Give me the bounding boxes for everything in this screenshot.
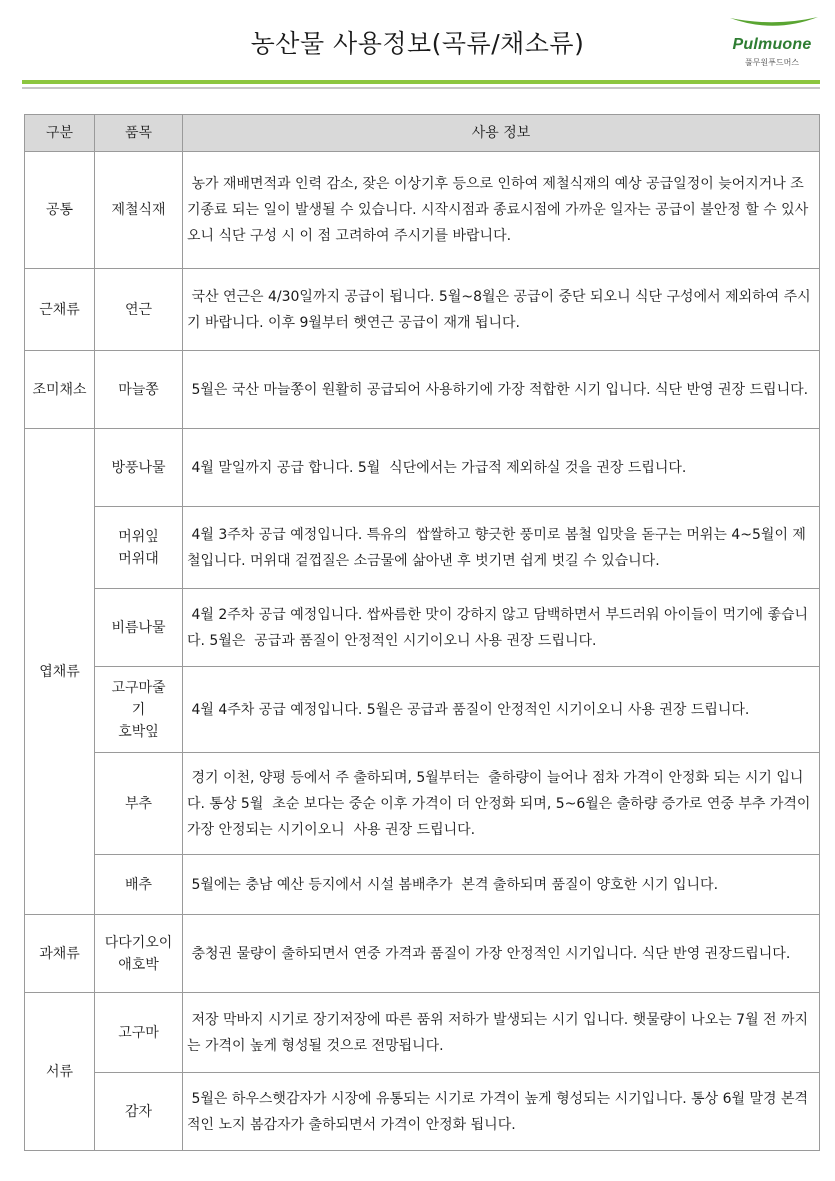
table-row xyxy=(25,993,820,1073)
usage-info-cell: 경기 이천, 양평 등에서 주 출하되며, 5월부터는 출하량이 늘어나 점차 가격이 안정화 되는 시기 입니다. 통상 5월 초순 보다는 중순 이후 가격이 더 안정화 되며, 5~6월은 출하량 증가로 연중 부추 가격이 가장 안정되는 시기이오니 사용 권장 드립니다. xyxy=(183,753,820,855)
item-cell: 부추 xyxy=(95,753,183,855)
category-cell: 근채류 xyxy=(25,269,95,351)
column-header-category: 구분 xyxy=(25,115,95,152)
usage-info-cell: 5월은 국산 마늘쫑이 원활히 공급되어 사용하기에 가장 적합한 시기 입니다. 식단 반영 권장 드립니다. xyxy=(183,351,820,429)
item-cell: 고구마줄 기 호박잎 xyxy=(95,667,183,753)
item-cell: 머위잎 머위대 xyxy=(95,507,183,589)
usage-info-cell: 4월 3주차 공급 예정입니다. 특유의 쌉쌀하고 향긋한 풍미로 봄철 입맛을 돋구는 머위는 4~5월이 제철입니다. 머위대 겉껍질은 소금물에 삶아낸 후 벗기면 쉽게 벗길 수 있습니다. xyxy=(183,507,820,589)
table-row xyxy=(25,351,820,429)
header-divider-line xyxy=(22,87,820,89)
item-cell: 배추 xyxy=(95,855,183,915)
table-header-row xyxy=(25,115,820,152)
category-cell: 공통 xyxy=(25,152,95,269)
usage-info-cell: 농가 재배면적과 인력 감소, 잦은 이상기후 등으로 인하여 제철식재의 예상 공급일정이 늦어지거나 조기종료 되는 일이 발생될 수 있습니다. 시작시점과 종료시점에 가까운 일자는 공급이 불안정 할 수 있사오니 식단 구성 시 이 점 고려하여 주시기를 바랍니다. xyxy=(183,152,820,269)
item-cell: 다다기오이 애호박 xyxy=(95,915,183,993)
item-cell: 마늘쫑 xyxy=(95,351,183,429)
item-cell: 제철식재 xyxy=(95,152,183,269)
table-row xyxy=(25,269,820,351)
table-row xyxy=(25,589,820,667)
usage-info-cell: 5월은 하우스햇감자가 시장에 유통되는 시기로 가격이 높게 형성되는 시기입니다. 통상 6월 말경 본격적인 노지 봄감자가 출하되면서 가격이 안정화 됩니다. xyxy=(183,1073,820,1151)
category-cell: 과채류 xyxy=(25,915,95,993)
table-row xyxy=(25,152,820,269)
column-header-usage-info: 사용 정보 xyxy=(183,115,820,152)
page-title: 농산물 사용정보(곡류/채소류) xyxy=(250,29,585,58)
category-cell: 서류 xyxy=(25,993,95,1151)
item-cell: 연근 xyxy=(95,269,183,351)
usage-info-cell: 4월 4주차 공급 예정입니다. 5월은 공급과 품질이 안정적인 시기이오니 사용 권장 드립니다. xyxy=(183,667,820,753)
brand-subtitle: 풀무원푸드머스 xyxy=(744,58,800,67)
table-row xyxy=(25,507,820,589)
pulmuone-logo xyxy=(722,14,820,70)
item-cell: 감자 xyxy=(95,1073,183,1151)
produce-info-table xyxy=(24,114,820,1151)
usage-info-cell: 5월에는 충남 예산 등지에서 시설 봄배추가 본격 출하되며 품질이 양호한 시기 입니다. xyxy=(183,855,820,915)
usage-info-cell: 저장 막바지 시기로 장기저장에 따른 품위 저하가 발생되는 시기 입니다. 햇물량이 나오는 7월 전 까지는 가격이 높게 형성될 것으로 전망됩니다. xyxy=(183,993,820,1073)
table-row xyxy=(25,429,820,507)
category-cell: 조미채소 xyxy=(25,351,95,429)
item-cell: 방풍나물 xyxy=(95,429,183,507)
table-row xyxy=(25,753,820,855)
item-cell: 비름나물 xyxy=(95,589,183,667)
header-accent-line xyxy=(22,80,820,84)
leaf-swoosh-icon xyxy=(728,14,820,32)
table-row xyxy=(25,1073,820,1151)
brand-name: Pulmuone xyxy=(732,36,812,53)
table-row xyxy=(25,855,820,915)
item-cell: 고구마 xyxy=(95,993,183,1073)
column-header-item: 품목 xyxy=(95,115,183,152)
usage-info-cell: 4월 말일까지 공급 합니다. 5월 식단에서는 가급적 제외하실 것을 권장 드립니다. xyxy=(183,429,820,507)
usage-info-cell: 충청권 물량이 출하되면서 연중 가격과 품질이 가장 안정적인 시기입니다. 식단 반영 권장드립니다. xyxy=(183,915,820,993)
table-row xyxy=(25,915,820,993)
usage-info-cell: 4월 2주차 공급 예정입니다. 쌉싸름한 맛이 강하지 않고 담백하면서 부드러워 아이들이 먹기에 좋습니다. 5월은 공급과 품질이 안정적인 시기이오니 사용 권장 드립니다. xyxy=(183,589,820,667)
usage-info-cell: 국산 연근은 4/30일까지 공급이 됩니다. 5월~8월은 공급이 중단 되오니 식단 구성에서 제외하여 주시기 바랍니다. 이후 9월부터 햇연근 공급이 재개 됩니다. xyxy=(183,269,820,351)
category-cell: 엽채류 xyxy=(25,429,95,915)
table-row xyxy=(25,667,820,753)
